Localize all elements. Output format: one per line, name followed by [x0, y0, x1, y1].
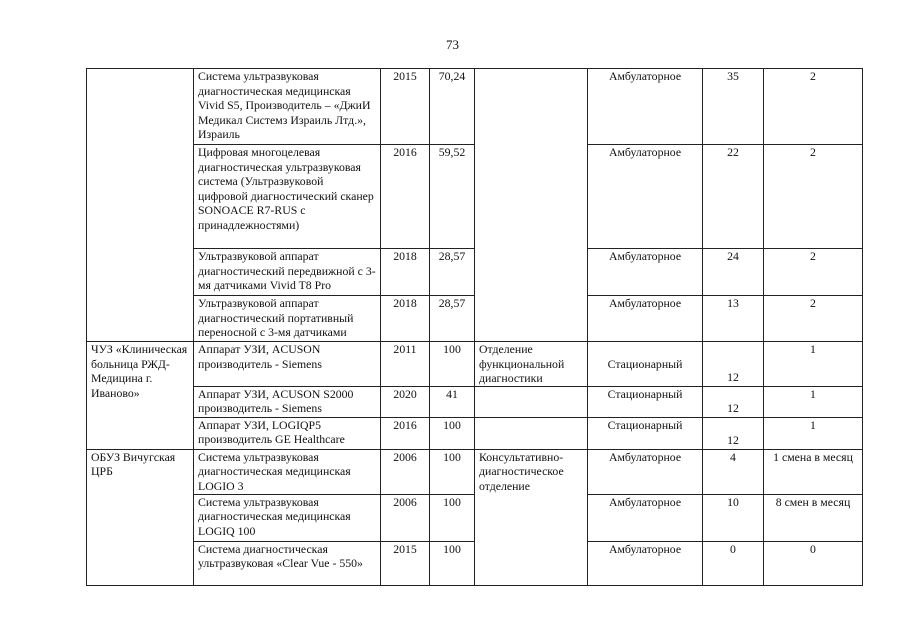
equipment-name-cell: Аппарат УЗИ, ACUSON S2000 производитель - Siemens	[194, 386, 381, 417]
wear-cell: 100	[430, 494, 475, 541]
count-cell: 35	[703, 69, 764, 145]
count-cell: 10	[703, 494, 764, 541]
table-row	[87, 449, 863, 494]
service-type-cell: Амбулаторное	[588, 145, 703, 249]
wear-cell: 41	[430, 386, 475, 417]
table-row	[87, 417, 863, 449]
department-cell: Отделение функциональной диагностики	[475, 342, 588, 387]
page-number: 73	[446, 37, 459, 52]
wear-cell: 100	[430, 342, 475, 387]
year-cell: 2016	[381, 145, 430, 249]
department-cell	[475, 417, 588, 449]
equipment-name-cell: Ультразвуковой аппарат диагностический портативный переносной с 3-мя датчиками	[194, 296, 381, 342]
shifts-cell: 2	[764, 249, 863, 296]
wear-cell: 59,52	[430, 145, 475, 249]
year-cell: 2015	[381, 69, 430, 145]
wear-cell: 100	[430, 449, 475, 494]
service-type-cell: Стационарный	[588, 417, 703, 449]
year-cell: 2011	[381, 342, 430, 387]
count-cell: 22	[703, 145, 764, 249]
equipment-name-cell: Аппарат УЗИ, ACUSON производитель - Siemens	[194, 342, 381, 387]
shifts-cell: 1	[764, 386, 863, 417]
service-type-cell: Амбулаторное	[588, 449, 703, 494]
org-cell	[87, 69, 194, 342]
year-cell: 2006	[381, 449, 430, 494]
equipment-name-cell: Ультразвуковой аппарат диагностический передвижной с 3-мя датчиками Vivid T8 Pro	[194, 249, 381, 296]
year-cell: 2015	[381, 541, 430, 585]
equipment-name-cell: Цифровая многоцелевая диагностическая ультразвуковая система (Ультразвуковой цифровой диагностический сканер SONOACE R7-RUS с принадлежностями)	[194, 145, 381, 249]
equipment-table	[86, 68, 863, 586]
service-type-cell: Амбулаторное	[588, 296, 703, 342]
count-cell: 12	[703, 342, 764, 387]
year-cell: 2016	[381, 417, 430, 449]
service-type-cell: Амбулаторное	[588, 494, 703, 541]
count-cell: 12	[703, 386, 764, 417]
wear-cell: 100	[430, 417, 475, 449]
service-type-cell: Стационарный	[588, 386, 703, 417]
shifts-cell: 2	[764, 296, 863, 342]
shifts-cell: 8 смен в месяц	[764, 494, 863, 541]
table-row	[87, 386, 863, 417]
equipment-name-cell: Система ультразвуковая диагностическая медицинская LOGIO 3	[194, 449, 381, 494]
service-type-cell: Амбулаторное	[588, 541, 703, 585]
equipment-name-cell: Аппарат УЗИ, LOGIQP5 производитель GE Healthcare	[194, 417, 381, 449]
table-row	[87, 342, 863, 387]
equipment-name-cell: Система ультразвуковая диагностическая медицинская LOGIQ 100	[194, 494, 381, 541]
count-cell: 4	[703, 449, 764, 494]
count-cell: 13	[703, 296, 764, 342]
department-cell: Консультативно-диагностическое отделение	[475, 449, 588, 585]
wear-cell: 70,24	[430, 69, 475, 145]
count-cell: 0	[703, 541, 764, 585]
org-cell: ЧУЗ «Клиническая больница РЖД-Медицина г. Иваново»	[87, 342, 194, 450]
shifts-cell: 1	[764, 342, 863, 387]
department-cell	[475, 69, 588, 342]
service-type-cell: Амбулаторное	[588, 69, 703, 145]
service-type-cell: Стационарный	[588, 342, 703, 387]
year-cell: 2018	[381, 249, 430, 296]
shifts-cell: 1 смена в месяц	[764, 449, 863, 494]
wear-cell: 100	[430, 541, 475, 585]
year-cell: 2020	[381, 386, 430, 417]
wear-cell: 28,57	[430, 296, 475, 342]
shifts-cell: 2	[764, 145, 863, 249]
table-row	[87, 69, 863, 145]
department-cell	[475, 386, 588, 417]
shifts-cell: 0	[764, 541, 863, 585]
year-cell: 2018	[381, 296, 430, 342]
wear-cell: 28,57	[430, 249, 475, 296]
equipment-name-cell: Система ультразвуковая диагностическая медицинская Vivid S5, Производитель – «ДжиИ Медикал Системз Израиль Лтд.», Израиль	[194, 69, 381, 145]
year-cell: 2006	[381, 494, 430, 541]
shifts-cell: 1	[764, 417, 863, 449]
count-cell: 24	[703, 249, 764, 296]
count-cell: 12	[703, 417, 764, 449]
equipment-name-cell: Система диагностическая ультразвуковая «Clear Vue - 550»	[194, 541, 381, 585]
service-type-cell: Амбулаторное	[588, 249, 703, 296]
org-cell: ОБУЗ Вичугская ЦРБ	[87, 449, 194, 585]
shifts-cell: 2	[764, 69, 863, 145]
